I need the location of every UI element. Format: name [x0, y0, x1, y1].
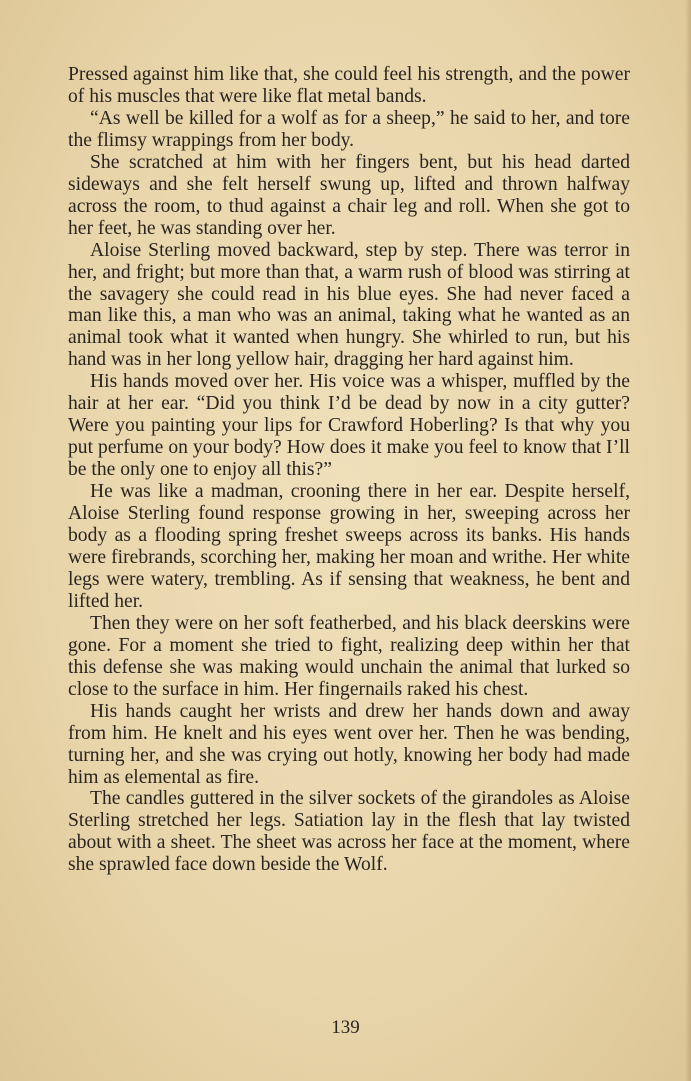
paragraph: Pressed against him like that, she could feel his strength, and the power of his muscles that were like flat metal bands.	[68, 64, 630, 107]
paragraph: Aloise Sterling moved backward, step by step. There was terror in her, and fright; but more than that, a warm rush of blood was stirring at the savagery she could read in his blue eyes. She had never faced a man like this, a man who was an animal, taking what he wanted as an animal took what it wanted when hungry. She whirled to run, but his hand was in her long yellow hair, dragging her hard against him.	[68, 239, 630, 371]
paragraph: He was like a madman, crooning there in her ear. Despite herself, Aloise Sterling found response growing in her, sweeping across her body as a flooding spring freshet sweeps across its banks. His hands were firebrands, scorching her, making her moan and writhe. Her white legs were watery, trembling. As if sensing that weakness, he bent and lifted her.	[68, 481, 630, 612]
paragraph: His hands caught her wrists and drew her hands down and away from him. He knelt and his eyes went over her. Then he was bending, turning her, and she was crying out hotly, knowing her body had made him as elemental as fire.	[68, 700, 630, 788]
paragraph: The candles guttered in the silver sockets of the girandoles as Aloise Sterling stretched her legs. Satiation lay in the flesh that lay twisted about with a sheet. The sheet was across her face at the moment, where she sprawled face down beside the Wolf.	[68, 788, 630, 876]
page-edge-shadow	[685, 0, 691, 1081]
page-number: 139	[331, 1017, 360, 1038]
paragraph: She scratched at him with her fingers bent, but his head darted sideways and she felt herself swung up, lifted and thrown halfway across the room, to thud against a chair leg and roll. When she got to her feet, he was standing over her.	[68, 151, 630, 239]
paragraph: Then they were on her soft featherbed, and his black deerskins were gone. For a moment she tried to fight, realizing deep within her that this defense she was making would unchain the animal that lurked so close to the surface in him. Her fingernails raked his chest.	[68, 612, 630, 700]
paragraph: His hands moved over her. His voice was a whisper, muffled by the hair at her ear. “Did you think I’d be dead by now in a city gutter? Were you painting your lips for Crawford Hoberling? Is that why you put perfume on your body? How does it make you feel to know that I’ll be the only one to enjoy all this?”	[68, 371, 630, 481]
body-text	[68, 64, 630, 876]
paragraph: “As well be killed for a wolf as for a sheep,” he said to her, and tore the flimsy wrappings from her body.	[68, 107, 630, 151]
